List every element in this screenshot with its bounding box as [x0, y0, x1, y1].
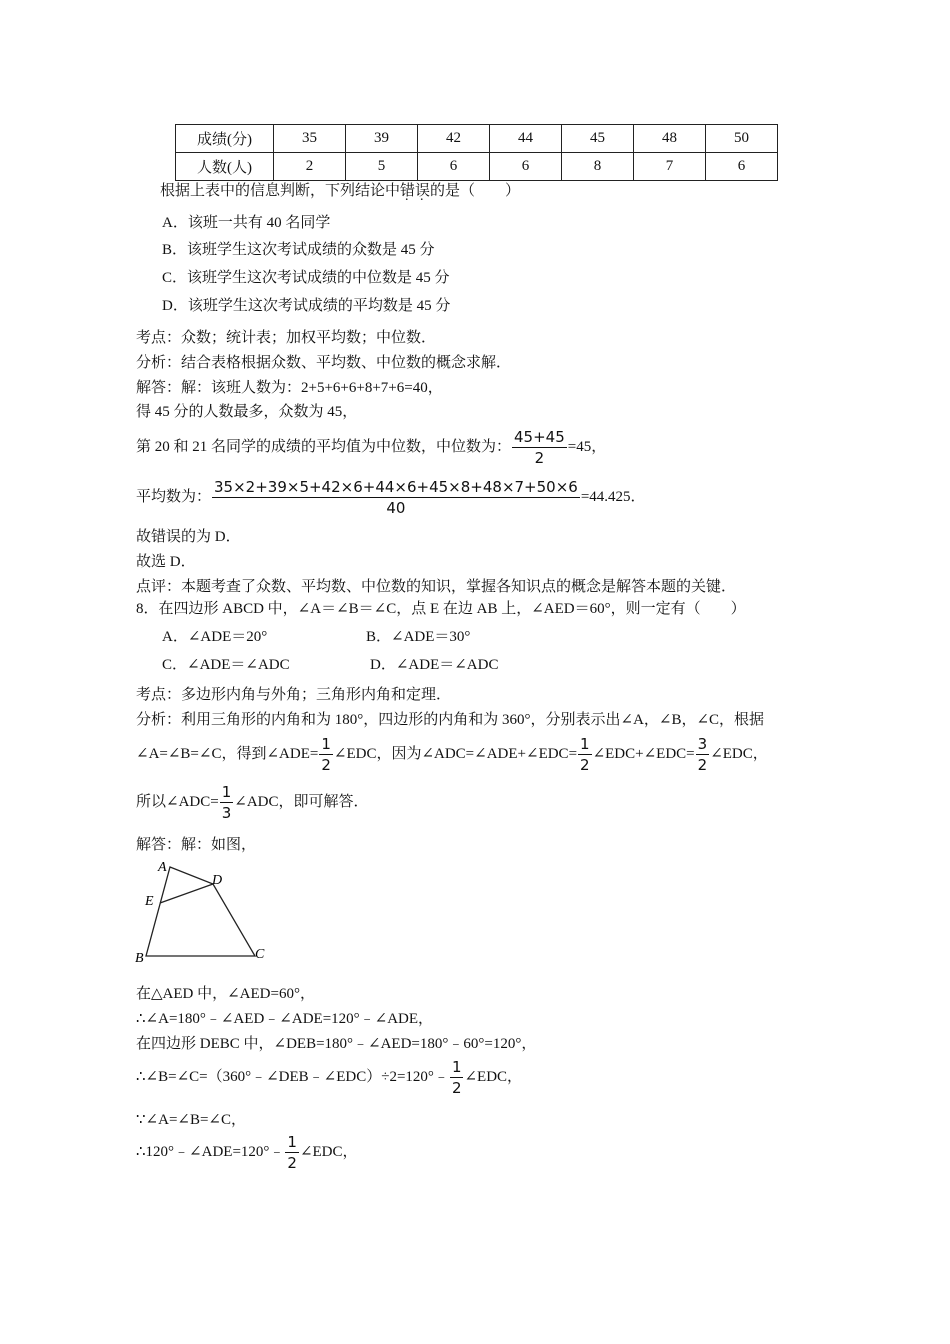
q8-fenxi-l2-b: ∠EDC，因为∠ADC=∠ADE+∠EDC= — [333, 746, 578, 762]
q7-stem-prefix: 根据上表中的信息判断，下列结论中 — [160, 183, 401, 199]
table-cell: 44 — [490, 125, 562, 153]
q7-conclusion-1: 故错误的为 D． — [136, 529, 241, 545]
half-numerator: 1 — [451, 1058, 462, 1077]
vertex-label-a: A — [158, 860, 167, 875]
q7-mean-line — [136, 478, 646, 517]
table-cell: 50 — [706, 125, 778, 153]
q8-fenxi-l2-c: ∠EDC+∠EDC= — [592, 746, 695, 762]
table-cell: 8 — [562, 153, 634, 181]
half-denominator: 2 — [287, 1154, 297, 1173]
table-cell: 2 — [274, 153, 346, 181]
vertex-label-e: E — [145, 894, 154, 909]
table-cell: 5 — [346, 153, 418, 181]
quadrilateral-abcd — [146, 867, 255, 956]
half-fraction — [450, 1058, 464, 1097]
quadrilateral-figure — [128, 860, 273, 970]
half-denominator: 2 — [580, 756, 590, 775]
q7-median-suffix: =45， — [567, 439, 607, 455]
table-cell: 6 — [706, 153, 778, 181]
table-row — [176, 125, 778, 153]
q8-step6-a: ∴120°﹣∠ADE=120°﹣ — [136, 1144, 285, 1160]
half-fraction — [319, 735, 333, 774]
third-numerator: 1 — [221, 783, 232, 802]
table-cell: 7 — [634, 153, 706, 181]
median-denominator: 2 — [534, 449, 545, 468]
q7-stem-suffix: 的是（ ） — [430, 183, 521, 199]
vertex-label-d: D — [212, 873, 223, 888]
table-row — [176, 153, 778, 181]
q7-stem-emphasis-2: 误 — [415, 183, 431, 199]
q7-conclusion-2: 故选 D． — [136, 554, 196, 570]
q8-step4-a: ∴∠B=∠C=（360°﹣∠DEB﹣∠EDC）÷2=120°﹣ — [136, 1069, 449, 1085]
q8-option-d: D．∠ADE＝∠ADC — [370, 657, 499, 673]
third-fraction — [220, 783, 234, 822]
q7-mean-suffix: =44.425． — [580, 489, 646, 505]
segment-ed — [160, 884, 213, 903]
table-cell: 48 — [634, 125, 706, 153]
q7-jieda-1: 解答：解：该班人数为：2+5+6+6+8+7+6=40， — [136, 380, 443, 396]
vertex-label-b: B — [135, 951, 144, 966]
q8-step-2: ∴∠A=180°﹣∠AED﹣∠ADE=120°﹣∠ADE， — [136, 1011, 434, 1027]
mean-fraction — [212, 478, 580, 517]
q7-fenxi: 分析：结合表格根据众数、平均数、中位数的概念求解． — [136, 355, 512, 371]
q8-step-3: 在四边形 DEBC 中，∠DEB=180°﹣∠AED=180°﹣60°=120°， — [136, 1036, 537, 1052]
q8-step-1: 在△AED 中，∠AED=60°， — [136, 986, 315, 1002]
half-numerator: 1 — [321, 735, 331, 754]
q8-jieda: 解答：解：如图， — [136, 837, 257, 853]
table-header-cell: 成绩(分) — [176, 125, 274, 153]
q8-fenxi-l2-a: ∠A=∠B=∠C，得到∠ADE= — [136, 746, 319, 762]
vertex-label-c: C — [255, 947, 265, 962]
table-cell: 45 — [562, 125, 634, 153]
table-cell: 35 — [274, 125, 346, 153]
third-denominator: 3 — [221, 804, 232, 823]
q8-step-5: ∵∠A=∠B=∠C， — [136, 1112, 247, 1128]
q8-fenxi-l2-d: ∠EDC， — [710, 746, 768, 762]
q8-step-6 — [136, 1133, 358, 1172]
q7-option-a: A．该班一共有 40 名同学 — [162, 215, 331, 231]
q7-dianping: 点评：本题考查了众数、平均数、中位数的知识，掌握各知识点的概念是解答本题的关键． — [136, 579, 737, 595]
q8-option-c: C．∠ADE＝∠ADC — [162, 657, 290, 673]
q8-option-a: A．∠ADE＝20° — [162, 629, 268, 645]
q8-kaodian: 考点：多边形内角与外角；三角形内角和定理． — [136, 687, 452, 703]
q7-option-d: D．该班学生这次考试成绩的平均数是 45 分 — [162, 298, 451, 314]
median-numerator: 45+45 — [514, 428, 565, 447]
three-numerator: 3 — [697, 735, 708, 754]
q7-option-b: B．该班学生这次考试成绩的众数是 45 分 — [162, 242, 435, 258]
q7-mean-prefix: 平均数为： — [136, 489, 212, 505]
half-denominator: 2 — [451, 1079, 462, 1098]
q8-option-b: B．∠ADE＝30° — [366, 629, 471, 645]
q8-fenxi-line-1: 分析：利用三角形的内角和为 180°，四边形的内角和为 360°，分别表示出∠A，∠B，∠C，根据 — [136, 712, 765, 728]
mean-numerator: 35×2+39×5+42×6+44×6+45×8+48×7+50×6 — [214, 478, 578, 497]
q8-step-4 — [136, 1058, 522, 1097]
q8-fenxi-line-3 — [136, 783, 369, 822]
three-halves-fraction — [696, 735, 710, 774]
q7-option-c: C．该班学生这次考试成绩的中位数是 45 分 — [162, 270, 450, 286]
half-fraction — [285, 1133, 299, 1172]
q8-fenxi-line-2 — [136, 735, 768, 774]
q7-kaodian: 考点：众数；统计表；加权平均数；中位数． — [136, 330, 437, 346]
q8-fenxi-l3-b: ∠ADC，即可解答． — [234, 794, 369, 810]
q8-step4-b: ∠EDC， — [464, 1069, 523, 1085]
q8-fenxi-l3-a: 所以∠ADC= — [136, 794, 219, 810]
q8-stem: 8．在四边形 ABCD 中，∠A＝∠B＝∠C，点 E 在边 AB 上，∠AED＝60°，则一定有（ ） — [136, 601, 746, 617]
half-numerator: 1 — [580, 735, 590, 754]
median-fraction — [512, 428, 567, 467]
q7-median-line — [136, 428, 606, 467]
q7-stem — [160, 184, 520, 199]
half-denominator: 2 — [321, 756, 331, 775]
table-cell: 39 — [346, 125, 418, 153]
table-cell: 6 — [418, 153, 490, 181]
q7-median-prefix: 第 20 和 21 名同学的成绩的平均值为中位数，中位数为： — [136, 439, 512, 455]
q8-step6-b: ∠EDC， — [299, 1144, 358, 1160]
q7-jieda-2: 得 45 分的人数最多，众数为 45， — [136, 404, 358, 420]
half-fraction — [578, 735, 592, 774]
half-numerator: 1 — [287, 1133, 297, 1152]
table-header-cell: 人数(人) — [176, 153, 274, 181]
q7-stem-emphasis-1: 错 — [400, 183, 416, 199]
table-cell: 42 — [418, 125, 490, 153]
score-table — [175, 124, 778, 181]
mean-denominator: 40 — [386, 499, 406, 518]
table-cell: 6 — [490, 153, 562, 181]
half-denominator: 2 — [697, 756, 708, 775]
